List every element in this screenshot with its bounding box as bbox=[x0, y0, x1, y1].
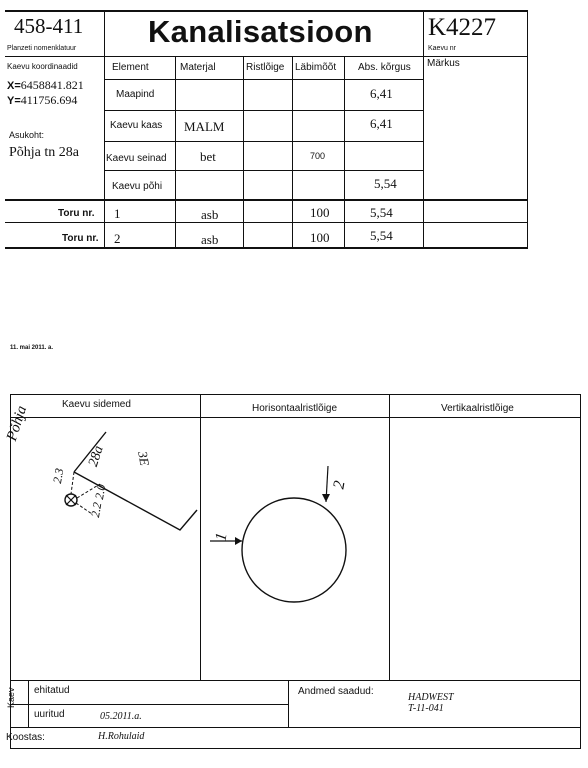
x-value: 6458841.821 bbox=[20, 78, 84, 92]
sketch-street-label: Põhja bbox=[4, 403, 31, 443]
table-row-element: Kaevu kaas bbox=[110, 120, 163, 131]
pipe-label: Toru nr. bbox=[58, 208, 95, 219]
col-material: Materjal bbox=[180, 62, 216, 73]
y-value: 411756.694 bbox=[20, 93, 78, 107]
pipe-diameter: 100 bbox=[310, 205, 330, 220]
col-abs-height: Abs. kõrgus bbox=[358, 62, 411, 73]
table-row-element: Kaevu seinad bbox=[106, 153, 167, 164]
table-row-material: bet bbox=[200, 149, 216, 164]
well-number: K4227 bbox=[428, 14, 497, 41]
vertical-section-header: Vertikaalristlõige bbox=[441, 403, 514, 414]
sheet-label: Planzeti nomenklatuur bbox=[7, 45, 77, 52]
compiled-value: H.Rohulaid bbox=[98, 731, 145, 742]
coords-label: Kaevu koordinaadid bbox=[7, 62, 78, 71]
pipe-diameter: 100 bbox=[310, 230, 330, 245]
x-label: X= bbox=[7, 80, 21, 92]
col-remarks: Märkus bbox=[427, 58, 460, 69]
sketch-distance: 2.3 bbox=[50, 467, 67, 485]
horizontal-section-header: Horisontaalristlõige bbox=[252, 403, 338, 414]
data-source-code: T-11-041 bbox=[408, 703, 444, 714]
table-row-diameter: 700 bbox=[310, 151, 326, 161]
built-label: ehitatud bbox=[34, 685, 70, 696]
pipe-height: 5,54 bbox=[370, 228, 393, 243]
pipe-number: 1 bbox=[114, 206, 121, 221]
table-row-height: 6,41 bbox=[370, 116, 393, 131]
pipe-number: 2 bbox=[114, 231, 121, 246]
location-label: Asukoht: bbox=[9, 130, 45, 140]
well-number-label: Kaevu nr bbox=[428, 45, 457, 52]
pipe-1-mark: 1 bbox=[212, 531, 231, 543]
sketch-house-number: 28a bbox=[86, 444, 107, 469]
well-side-label: Kaev bbox=[6, 687, 16, 708]
table-row-element: Kaevu põhi bbox=[112, 181, 163, 192]
well-circle bbox=[242, 498, 346, 602]
table-row-height: 6,41 bbox=[370, 86, 393, 101]
connections-header: Kaevu sidemed bbox=[62, 399, 131, 410]
col-cross-section: Ristlõige bbox=[246, 62, 285, 73]
sketch-building-label: 3E bbox=[135, 450, 153, 467]
pipe-material: asb bbox=[201, 207, 219, 222]
pipe-label: Toru nr. bbox=[62, 233, 99, 244]
pipe-material: asb bbox=[201, 232, 219, 247]
surveyed-label: uuritud bbox=[34, 709, 65, 720]
sketch-distance: 2.0 bbox=[92, 483, 109, 501]
y-label: Y= bbox=[7, 95, 21, 107]
data-source-company: HADWEST bbox=[408, 692, 454, 703]
pipe-height: 5,54 bbox=[370, 205, 393, 220]
sketch-distance: 2.2 bbox=[88, 501, 105, 519]
page-title: Kanalisatsioon bbox=[148, 14, 373, 49]
table-row-height: 5,54 bbox=[374, 176, 397, 191]
location-value: Põhja tn 28a bbox=[9, 145, 79, 160]
table-row-element: Maapind bbox=[116, 89, 155, 100]
col-element: Element bbox=[112, 62, 149, 73]
pipe-2-mark: 2 bbox=[330, 479, 349, 491]
document-date: 11. mai 2011. a. bbox=[10, 345, 54, 351]
table-row-material: MALM bbox=[184, 119, 225, 134]
surveyed-value: 05.2011.a. bbox=[100, 711, 142, 722]
sheet-number: 458-411 bbox=[14, 14, 84, 38]
data-source-label: Andmed saadud: bbox=[298, 686, 374, 697]
col-diameter: Läbimõõt bbox=[295, 62, 337, 73]
compiled-label: Koostas: bbox=[6, 732, 45, 743]
